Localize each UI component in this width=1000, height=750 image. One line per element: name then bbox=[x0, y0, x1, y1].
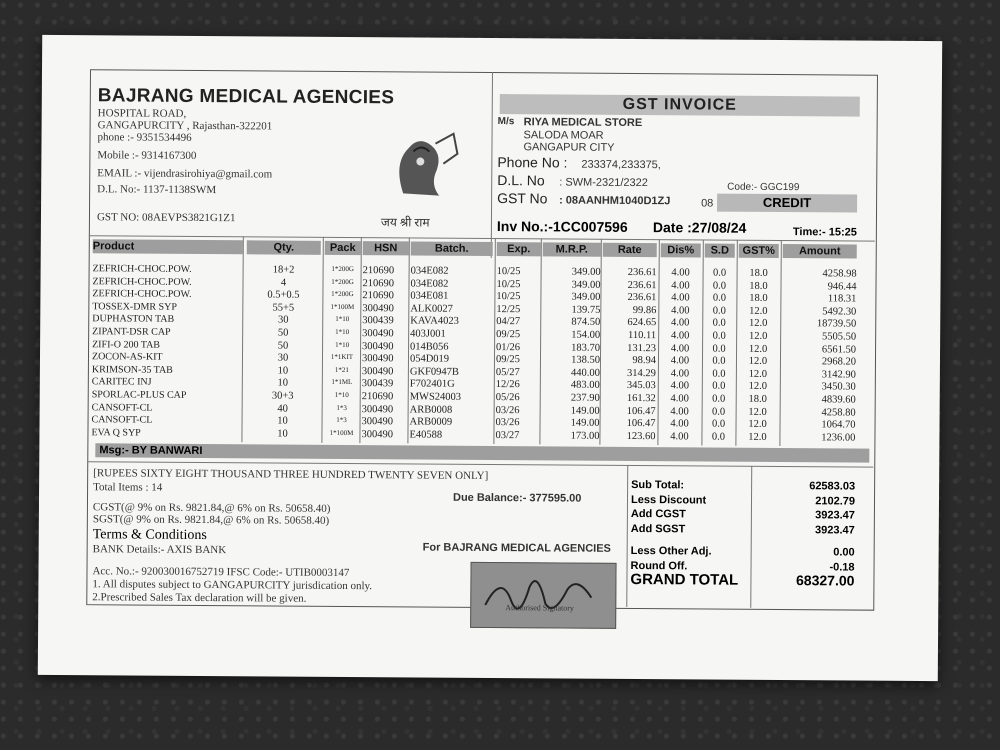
invoice-paper bbox=[38, 35, 942, 681]
column-header: HSN bbox=[363, 241, 409, 255]
table-cell: 12.0 bbox=[748, 343, 768, 355]
invoice-title: GST INVOICE bbox=[500, 94, 860, 117]
table-cell: 30 bbox=[277, 314, 289, 326]
sgst-breakup: SGST(@ 9% on Rs. 9821.84,@ 6% on Rs. 50658.40) bbox=[92, 513, 330, 527]
table-cell: 1*100M bbox=[329, 428, 354, 437]
table-cell: 300490 bbox=[362, 328, 394, 340]
invoice-number: Inv No.:-1CC007596 bbox=[496, 218, 628, 235]
table-cell: 4.00 bbox=[670, 330, 690, 342]
table-cell: 30+3 bbox=[271, 390, 294, 402]
phone-label: Phone No : bbox=[497, 154, 568, 171]
table-cell: 18+2 bbox=[272, 264, 295, 276]
for-company: For BAJRANG MEDICAL AGENCIES bbox=[422, 541, 611, 555]
table-cell: 4.00 bbox=[671, 279, 690, 291]
logo-caption: जय श्री राम bbox=[380, 215, 430, 230]
table-cell: 55+5 bbox=[272, 302, 295, 314]
table-cell: 1*10 bbox=[335, 340, 350, 349]
table-cell: GKF0947B bbox=[409, 366, 459, 378]
column-header: Batch. bbox=[411, 241, 493, 256]
table-cell: 12.0 bbox=[749, 318, 768, 330]
total-items: Total Items : 14 bbox=[93, 481, 163, 494]
table-cell: 12.0 bbox=[748, 355, 768, 368]
table-cell: 4.00 bbox=[670, 405, 689, 417]
table-cell: 10/25 bbox=[496, 266, 521, 278]
table-cell: 04/27 bbox=[496, 316, 521, 328]
table-cell: 12/25 bbox=[496, 303, 521, 316]
gst-state-code: 08 bbox=[701, 197, 714, 210]
table-cell: 149.00 bbox=[570, 405, 600, 417]
grand-total-value: 68327.00 bbox=[795, 572, 855, 589]
column-header: Amount bbox=[783, 244, 857, 259]
gst-value: : 08AANHM1040D1ZJ bbox=[559, 194, 671, 208]
signature-icon bbox=[471, 563, 615, 628]
table-cell: E40588 bbox=[409, 429, 443, 441]
buyer-name: RIYA MEDICAL STORE bbox=[523, 116, 643, 130]
table-cell: 138.50 bbox=[571, 354, 601, 366]
table-cell: 349.00 bbox=[571, 291, 601, 303]
dl-value: : SWM-2321/2322 bbox=[559, 176, 648, 190]
table-cell: 1*200G bbox=[331, 264, 354, 274]
table-cell: MWS24003 bbox=[409, 391, 462, 403]
table-cell: 4.00 bbox=[670, 393, 689, 405]
table-cell: 1*1ML bbox=[331, 378, 353, 387]
table-cell: 4.00 bbox=[670, 418, 689, 430]
seller-address2: GANGAPURCITY , Rajasthan-322201 bbox=[97, 119, 273, 133]
table-cell: 1*3 bbox=[336, 403, 347, 412]
table-cell: 18.0 bbox=[749, 292, 768, 305]
table-cell: 4.00 bbox=[670, 342, 690, 354]
seller-phone: phone :- 9351534496 bbox=[97, 131, 192, 144]
table-cell: 139.75 bbox=[571, 304, 601, 316]
table-cell: 30 bbox=[277, 352, 289, 364]
table-cell: 210690 bbox=[362, 265, 395, 277]
total-value: -0.18 bbox=[829, 560, 855, 574]
total-value: 62583.03 bbox=[809, 480, 856, 493]
buyer-prefix: M/s bbox=[497, 116, 515, 128]
table-cell: 236.61 bbox=[627, 266, 657, 279]
cgst-breakup: CGST(@ 9% on Rs. 9821.84,@ 6% on Rs. 50658.40) bbox=[92, 501, 331, 515]
table-cell: 4258.80 bbox=[821, 406, 856, 419]
table-cell: 12.0 bbox=[748, 418, 767, 431]
table-cell: 4258.98 bbox=[822, 268, 857, 280]
table-cell: 4.00 bbox=[671, 317, 690, 329]
table-cell: 300490 bbox=[361, 416, 394, 428]
total-label: Less Discount bbox=[630, 493, 707, 507]
table-cell: 12.0 bbox=[748, 381, 768, 393]
table-cell: 05/26 bbox=[495, 392, 520, 404]
table-cell: 4 bbox=[280, 277, 287, 289]
table-cell: 131.23 bbox=[627, 342, 657, 354]
table-cell: ALK0027 bbox=[410, 303, 453, 315]
column-header: Product bbox=[93, 239, 243, 254]
column-header: M.R.P. bbox=[543, 242, 601, 256]
table-cell: 0.0 bbox=[712, 368, 726, 380]
table-cell: 0.0 bbox=[711, 431, 726, 443]
table-cell: 10 bbox=[277, 415, 288, 427]
table-cell: 1*200G bbox=[331, 290, 354, 299]
table-cell: 874.50 bbox=[571, 316, 601, 329]
table-cell: 4.00 bbox=[671, 267, 690, 279]
seller-name: BAJRANG MEDICAL AGENCIES bbox=[97, 85, 395, 109]
table-cell: KAVA4023 bbox=[410, 315, 459, 328]
table-cell: 2968.20 bbox=[821, 356, 857, 368]
table-cell: 210690 bbox=[362, 277, 395, 289]
invoice-time: Time:- 15:25 bbox=[792, 226, 857, 239]
table-cell: 5505.50 bbox=[821, 331, 857, 343]
table-cell: 03/27 bbox=[495, 429, 520, 442]
table-cell: 03/26 bbox=[495, 404, 520, 416]
table-cell: 4.00 bbox=[670, 431, 689, 443]
total-value: 3923.47 bbox=[815, 509, 855, 522]
table-cell: 0.5+0.5 bbox=[267, 289, 300, 301]
table-cell: 349.00 bbox=[571, 266, 601, 278]
table-cell: 4.00 bbox=[670, 368, 690, 380]
table-cell: 10 bbox=[277, 377, 289, 389]
table-cell: 345.03 bbox=[626, 380, 656, 392]
table-cell: 3142.90 bbox=[821, 369, 856, 381]
table-cell: 1*100M bbox=[330, 302, 355, 311]
table-cell: 0.0 bbox=[712, 317, 726, 330]
seller-dl: D.L. No:- 1137-1138SWM bbox=[97, 183, 217, 197]
table-cell: CANSOFT-CL bbox=[91, 401, 153, 414]
table-cell: 236.61 bbox=[627, 279, 657, 291]
table-cell: 10/25 bbox=[496, 278, 521, 290]
table-cell: 4.00 bbox=[671, 292, 690, 304]
table-cell: 210690 bbox=[362, 290, 394, 302]
table-cell: 236.61 bbox=[627, 292, 657, 304]
table-cell: 10/25 bbox=[496, 291, 521, 303]
table-cell: 09/25 bbox=[496, 329, 521, 341]
customer-code: Code:- GGC199 bbox=[727, 181, 800, 194]
table-cell: 300490 bbox=[362, 302, 394, 315]
table-cell: 3450.30 bbox=[821, 381, 856, 393]
table-cell: ARB0009 bbox=[409, 416, 453, 428]
table-cell: 314.29 bbox=[626, 367, 656, 379]
total-label: Round Off. bbox=[630, 559, 688, 572]
payment-mode-badge: CREDIT bbox=[717, 194, 857, 213]
table-cell: 0.0 bbox=[712, 380, 726, 393]
table-cell: 12.0 bbox=[748, 406, 767, 418]
column-header: Exp. bbox=[497, 242, 541, 256]
column-header: Pack bbox=[325, 241, 361, 255]
table-cell: 0.0 bbox=[711, 418, 726, 430]
table-cell: ZIPANT-DSR CAP bbox=[92, 326, 171, 338]
table-cell: 1064.70 bbox=[821, 419, 856, 431]
table-cell: DUPHASTON TAB bbox=[92, 313, 175, 326]
table-cell: ZEFRICH-CHOC.POW. bbox=[92, 263, 192, 275]
column-header: GST% bbox=[739, 244, 779, 258]
table-cell: 01/26 bbox=[496, 341, 521, 353]
table-cell: 6561.50 bbox=[821, 343, 857, 356]
table-cell: 161.32 bbox=[626, 392, 656, 405]
table-cell: 1*10 bbox=[334, 390, 349, 400]
table-cell: 1*10 bbox=[335, 315, 350, 324]
table-cell: 183.70 bbox=[571, 342, 601, 354]
table-cell: 1*21 bbox=[334, 365, 349, 374]
total-value: 0.00 bbox=[833, 546, 855, 559]
gst-label: GST No bbox=[497, 190, 548, 207]
table-cell: 237.90 bbox=[570, 392, 600, 404]
table-cell: 300490 bbox=[361, 428, 394, 441]
total-value: 2102.79 bbox=[815, 494, 856, 508]
column-header: Dis% bbox=[661, 243, 701, 257]
table-cell: 173.00 bbox=[570, 430, 600, 442]
column-header: Rate bbox=[603, 243, 657, 257]
table-cell: 106.47 bbox=[626, 418, 656, 430]
table-cell: 154.00 bbox=[571, 329, 601, 341]
table-cell: 12.0 bbox=[748, 330, 768, 342]
seller-address1: HOSPITAL ROAD, bbox=[97, 107, 187, 120]
table-cell: 4.00 bbox=[671, 305, 690, 317]
table-cell: 18.0 bbox=[749, 267, 768, 279]
amount-in-words: [RUPEES SIXTY EIGHT THOUSAND THREE HUNDRED TWENTY SEVEN ONLY] bbox=[93, 467, 489, 482]
term-1: 1. All disputes subject to GANGAPURCITY jurisdication only. bbox=[92, 578, 373, 593]
seller-email: EMAIL :- vijendrasirohiya@gmail.com bbox=[97, 167, 273, 181]
total-label: Sub Total: bbox=[631, 478, 685, 492]
table-cell: 624.65 bbox=[627, 317, 657, 329]
table-cell: 0.0 bbox=[712, 343, 726, 355]
buyer-address1: SALODA MOAR bbox=[523, 129, 604, 142]
grand-total-label: GRAND TOTAL bbox=[630, 570, 739, 589]
table-cell: 12.0 bbox=[748, 431, 767, 443]
due-balance: Due Balance:- 377595.00 bbox=[452, 491, 582, 505]
table-cell: ZEFRICH-CHOC.POW. bbox=[92, 288, 192, 301]
table-cell: 483.00 bbox=[570, 379, 600, 392]
table-cell: 10 bbox=[277, 365, 289, 377]
table-cell: 1236.00 bbox=[821, 432, 856, 444]
dl-label: D.L. No bbox=[497, 172, 545, 189]
table-cell: 300490 bbox=[361, 353, 394, 365]
table-cell: 0.0 bbox=[712, 406, 726, 418]
table-cell: ZOCON-AS-KIT bbox=[91, 351, 163, 363]
table-cell: ZIFI-O 200 TAB bbox=[92, 338, 161, 351]
table-cell: 0.0 bbox=[712, 330, 726, 342]
invoice-date: Date :27/08/24 bbox=[652, 219, 747, 236]
table-cell: 18739.50 bbox=[816, 318, 857, 330]
table-cell: 1*200G bbox=[331, 277, 354, 286]
table-cell: 0.0 bbox=[712, 267, 727, 279]
column-header: S.D bbox=[705, 243, 735, 257]
seller-mobile: Mobile :- 9314167300 bbox=[97, 149, 197, 162]
table-cell: 118.31 bbox=[827, 293, 857, 305]
table-cell: 106.47 bbox=[626, 405, 656, 417]
table-cell: 4.00 bbox=[670, 380, 690, 392]
total-value: 3923.47 bbox=[815, 523, 855, 537]
total-label: Less Other Adj. bbox=[630, 544, 712, 558]
table-cell: 4.00 bbox=[670, 355, 690, 367]
table-cell: 1*10 bbox=[335, 327, 350, 337]
table-cell: 349.00 bbox=[571, 279, 601, 291]
table-cell: 054D019 bbox=[409, 353, 450, 365]
table-cell: 300490 bbox=[361, 365, 394, 378]
table-cell: 12/26 bbox=[495, 379, 520, 391]
signature-stamp bbox=[470, 562, 616, 629]
total-label: Add SGST bbox=[630, 522, 686, 535]
table-cell: TOSSEX-DMR SYP bbox=[92, 301, 177, 313]
message-line: Msg:- BY BANWARI bbox=[95, 443, 869, 462]
table-cell: 03/26 bbox=[495, 417, 520, 429]
table-cell: 946.44 bbox=[827, 280, 857, 293]
table-cell: 0.0 bbox=[712, 280, 727, 292]
table-cell: 123.60 bbox=[626, 430, 656, 442]
table-cell: EVA Q SYP bbox=[91, 427, 141, 439]
table-cell: 05/27 bbox=[495, 366, 520, 379]
buyer-address2: GANGAPUR CITY bbox=[523, 141, 615, 154]
table-cell: 10 bbox=[277, 428, 288, 440]
table-cell: 034E081 bbox=[410, 290, 449, 302]
column-header: Qty. bbox=[247, 240, 321, 255]
deity-logo-icon bbox=[373, 123, 464, 214]
bank-details: BANK Details:- AXIS BANK bbox=[92, 543, 227, 557]
table-cell: ARB0008 bbox=[409, 404, 453, 416]
terms-title: Terms & Conditions bbox=[92, 527, 207, 544]
table-cell: 18.0 bbox=[749, 280, 768, 292]
table-cell: 0.0 bbox=[712, 305, 726, 317]
table-cell: 440.00 bbox=[570, 367, 600, 379]
table-cell: 034E082 bbox=[410, 265, 449, 277]
table-cell: 1*1KIT bbox=[330, 353, 354, 362]
table-cell: 210690 bbox=[361, 391, 394, 403]
table-cell: CARITEC INJ bbox=[91, 376, 152, 389]
account-details: Acc. No.:- 920030016752719 IFSC Code:- UTIB0003147 bbox=[92, 565, 350, 580]
table-cell: 12.0 bbox=[749, 305, 768, 317]
table-cell: 12.0 bbox=[748, 368, 768, 380]
table-cell: 300490 bbox=[362, 340, 394, 352]
table-cell: 034E082 bbox=[410, 278, 449, 290]
table-cell: 300490 bbox=[361, 403, 394, 415]
table-cell: 99.86 bbox=[632, 304, 657, 316]
table-cell: 18.0 bbox=[748, 393, 767, 405]
table-cell: 0.0 bbox=[712, 355, 726, 367]
term-2: 2.Prescribed Sales Tax declaration will be given. bbox=[92, 591, 307, 605]
table-cell: 0.0 bbox=[712, 292, 727, 304]
table-cell: 40 bbox=[277, 403, 288, 415]
total-label: Add CGST bbox=[630, 507, 686, 521]
table-cell: 50 bbox=[277, 327, 289, 339]
table-cell: KRIMSON-35 TAB bbox=[91, 364, 173, 376]
stamp-text: Authorised Signatory bbox=[505, 603, 574, 613]
table-cell: F702401G bbox=[409, 378, 455, 391]
seller-gst: GST NO: 08AEVPS3821G1Z1 bbox=[96, 211, 236, 225]
table-cell: 5492.30 bbox=[822, 306, 857, 318]
table-cell: 4839.60 bbox=[821, 394, 856, 406]
table-cell: 149.00 bbox=[570, 417, 600, 429]
table-cell: 1*3 bbox=[336, 416, 347, 425]
table-cell: 0.0 bbox=[712, 393, 726, 405]
table-cell: 403J001 bbox=[410, 328, 446, 340]
table-cell: 014B056 bbox=[410, 341, 449, 353]
table-cell: ZEFRICH-CHOC.POW. bbox=[92, 275, 192, 288]
phone-value: 233374,233375, bbox=[581, 158, 661, 172]
table-cell: SPORLAC-PLUS CAP bbox=[91, 389, 187, 401]
table-cell: 110.11 bbox=[628, 329, 657, 342]
table-cell: 300439 bbox=[361, 378, 394, 390]
table-cell: 300439 bbox=[362, 315, 394, 327]
table-cell: 09/25 bbox=[495, 354, 520, 366]
table-cell: 50 bbox=[277, 340, 289, 352]
table-cell: 98.94 bbox=[632, 355, 657, 367]
table-cell: CANSOFT-CL bbox=[91, 414, 153, 426]
